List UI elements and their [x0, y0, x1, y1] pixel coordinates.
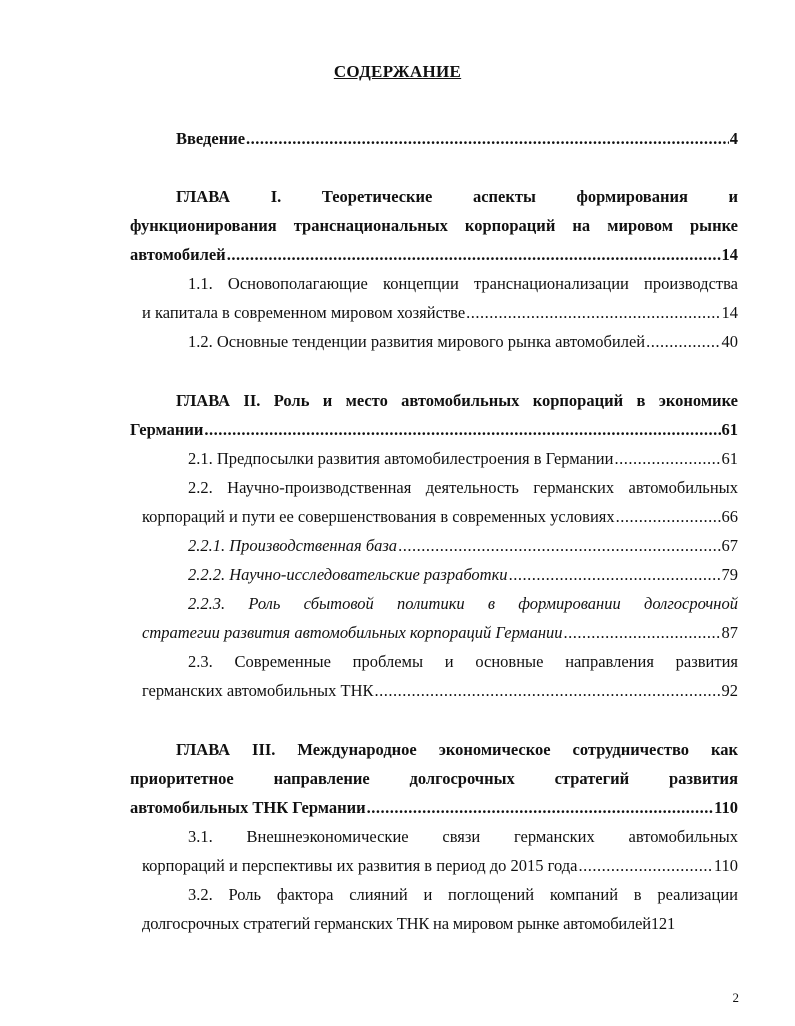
toc-entry-text: долгосрочных стратегий германских ТНК на мировом рынке автомобилей — [142, 914, 651, 933]
dot-leader — [614, 448, 720, 470]
toc-section-3-2-line2[interactable] — [142, 913, 738, 935]
toc-section-3-1-line1[interactable]: 3.1. Внешнеэкономические связи германских автомобильных — [188, 827, 738, 846]
toc-subsection-2-2-2[interactable] — [188, 564, 738, 586]
dot-leader — [616, 506, 721, 528]
toc-subsection-2-2-3-line1[interactable]: 2.2.3. Роль сбытовой политики в формировании долгосрочной — [188, 594, 738, 613]
dot-leader — [227, 244, 721, 266]
toc-entry-text: автомобильных ТНК Германии — [130, 798, 366, 817]
toc-page-number: 87 — [721, 623, 738, 642]
toc-section-1-1-line2[interactable] — [142, 302, 738, 324]
toc-section-3-1-line2[interactable] — [142, 855, 738, 877]
toc-chapter-2-line1[interactable]: ГЛАВА II. Роль и место автомобильных корпораций в экономике — [176, 391, 738, 410]
toc-entry-text: Введение — [176, 129, 246, 148]
toc-section-2-3-line1[interactable]: 2.3. Современные проблемы и основные направления развития — [188, 652, 738, 671]
dot-leader — [367, 797, 713, 819]
page-number: 2 — [732, 990, 739, 1005]
toc-chapter-3-line1[interactable]: ГЛАВА III. Международное экономическое сотрудничество как — [176, 740, 738, 759]
toc-section-2-3-line2[interactable] — [142, 680, 738, 702]
toc-page-number: 121 — [650, 914, 676, 933]
toc-page-number: 110 — [714, 798, 738, 817]
toc-entry-text: стратегии развития автомобильных корпораций Германии — [142, 623, 563, 642]
toc-chapter-3-line3[interactable] — [130, 797, 738, 819]
toc-chapter-1-line3[interactable] — [130, 244, 738, 266]
dot-leader — [398, 535, 720, 557]
toc-entry-text: корпораций и пути ее совершенствования в современных условиях — [142, 507, 615, 526]
toc-page-number: 110 — [713, 856, 738, 875]
toc-entry-text: автомобилей — [130, 245, 226, 264]
toc-page-number: 61 — [721, 420, 738, 439]
toc-chapter-1-line1[interactable]: ГЛАВА I. Теоретические аспекты формирования и — [176, 187, 738, 206]
toc-subsection-2-2-1[interactable] — [188, 535, 738, 557]
toc-page-number: 14 — [721, 303, 738, 322]
toc-page-number: 14 — [721, 245, 738, 264]
dot-leader — [509, 564, 721, 586]
toc-chapter-2-line2[interactable] — [130, 419, 738, 441]
toc-page-number: 92 — [721, 681, 738, 700]
toc-page-number: 67 — [721, 536, 738, 555]
dot-leader — [579, 855, 713, 877]
page-title: СОДЕРЖАНИЕ — [333, 62, 462, 81]
toc-section-2-2-line1[interactable]: 2.2. Научно-производственная деятельность германских автомобильных — [188, 478, 738, 497]
toc-entry-text: 2.1. Предпосылки развития автомобилестроения в Германии — [188, 449, 614, 468]
dot-leader — [564, 622, 721, 644]
toc-entry-text: корпораций и перспективы их развития в период до 2015 года — [142, 856, 578, 875]
toc-section-2-1[interactable] — [188, 448, 738, 470]
dot-leader — [646, 331, 720, 353]
toc-section-1-2[interactable] — [188, 331, 738, 353]
toc-entry-text: 2.2.1. Производственная база — [188, 536, 398, 555]
toc-section-2-2-line2[interactable] — [142, 506, 738, 528]
dot-leader — [466, 302, 720, 324]
toc-subsection-2-2-3-line2[interactable] — [142, 622, 738, 644]
toc-page-number: 40 — [721, 332, 738, 351]
toc-section-1-1-line1[interactable]: 1.1. Основополагающие концепции транснационализации производства — [188, 274, 738, 293]
toc-page-number: 66 — [721, 507, 738, 526]
toc-page-number: 61 — [721, 449, 738, 468]
toc-chapter-3-line2[interactable]: приоритетное направление долгосрочных стратегий развития — [130, 769, 738, 788]
toc-entry-text: Германии — [130, 420, 204, 439]
dot-leader — [246, 128, 729, 150]
toc-entry-text: германских автомобильных ТНК — [142, 681, 374, 700]
dot-leader — [204, 419, 720, 441]
toc-section-3-2-line1[interactable]: 3.2. Роль фактора слияний и поглощений компаний в реализации — [188, 885, 738, 904]
toc-chapter-1-line2[interactable]: функционирования транснациональных корпораций на мировом рынке — [130, 216, 738, 235]
toc-page-number: 4 — [729, 129, 738, 148]
toc-entry-text: 2.2.2. Научно-исследовательские разработки — [188, 565, 508, 584]
toc-entry-text: 1.2. Основные тенденции развития мирового рынка автомобилей — [188, 332, 646, 351]
dot-leader — [375, 680, 721, 702]
toc-entry-text: и капитала в современном мировом хозяйстве — [142, 303, 466, 322]
toc-page-number: 79 — [721, 565, 738, 584]
toc-entry-intro[interactable] — [176, 128, 738, 150]
